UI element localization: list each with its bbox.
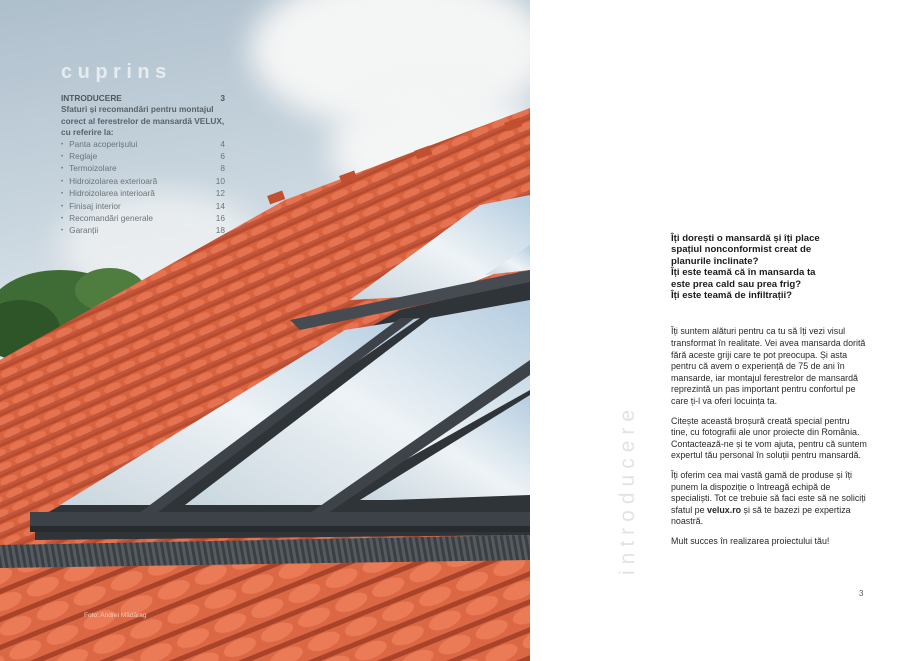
toc-item-page: 6 (220, 151, 225, 162)
lead-line: planurile înclinate? (671, 255, 759, 267)
toc-item-page: 14 (215, 200, 225, 211)
paragraph-4: Mult succes în realizarea proiectului tău! (671, 535, 830, 546)
toc-item[interactable] (61, 213, 225, 225)
lead-line: Îți este teamă că în mansarda ta (671, 267, 816, 279)
toc-item[interactable] (61, 201, 225, 213)
toc-title: cuprins (61, 61, 172, 83)
toc-entry-label: INTRODUCERE (61, 93, 122, 103)
toc-item-page: 10 (215, 175, 225, 186)
toc-item[interactable] (61, 139, 225, 151)
toc-entry-intro[interactable] (61, 93, 225, 104)
toc-item-page: 12 (215, 188, 225, 199)
intro-text (671, 233, 867, 556)
page-number: 3 (859, 589, 864, 598)
paragraph-2: Citește această broșură creată special pentru tine, cu fotografii ale unor proiecte din România. Contactează-ne și te vom ajuta, pentru că suntem expertul tău personal în soluții pentru mansardă. (671, 415, 867, 461)
toc-item-page: 8 (220, 163, 225, 174)
table-of-contents (61, 60, 225, 238)
lead-line: spațiul nonconformist creat de (671, 244, 812, 256)
paragraph-3-text: Îți oferim cea mai vastă gamă de produse și îți punem la dispoziție o întreagă echipă de specialiști. Tot ce trebuie să faci este să ne soliciți sfatul pe (671, 469, 866, 515)
toc-item-label: • Finisaj interior (61, 201, 121, 213)
section-label-vertical: introducere (616, 403, 639, 575)
toc-item-label: • Hidroizolarea interioară (61, 188, 155, 200)
toc-item[interactable] (61, 188, 225, 200)
paragraph-3-text-end: și să te bazezi pe expertiza noastră. (671, 504, 851, 527)
toc-list (61, 139, 225, 238)
foreground-tiles (0, 560, 530, 661)
toc-item[interactable] (61, 151, 225, 163)
photo-credit: Foto: Andrei Mădărag (84, 612, 147, 619)
toc-item[interactable] (61, 225, 225, 237)
toc-item-label: • Termoizolare (61, 163, 117, 175)
toc-item-label: • Garanții (61, 225, 98, 237)
paragraph-3 (671, 470, 867, 528)
lead-questions (671, 233, 867, 301)
intro-page (530, 0, 920, 661)
lead-line: este prea cald sau prea frig? (671, 278, 802, 290)
toc-item-page: 16 (215, 213, 225, 224)
toc-item-label: • Recomandări generale (61, 213, 153, 225)
toc-item-page: 4 (220, 138, 225, 149)
lead-line: Îți dorești o mansardă și îți place (671, 233, 820, 244)
toc-item-label: • Panta acoperișului (61, 139, 137, 151)
toc-item[interactable] (61, 163, 225, 175)
toc-description: Sfaturi și recomandări pentru montajul corect al ferestrelor de mansardă VELUX, cu referire la: (61, 104, 225, 138)
toc-entry-page: 3 (220, 93, 225, 103)
lead-line: Îți este teamă de infiltrații? (671, 290, 793, 302)
toc-item-page: 18 (215, 225, 225, 236)
toc-item-label: • Reglaje (61, 151, 97, 163)
toc-item[interactable] (61, 176, 225, 188)
velux-link[interactable]: velux.ro (707, 504, 742, 515)
toc-item-label: • Hidroizolarea exterioară (61, 176, 157, 188)
paragraph-1: Îți suntem alături pentru ca tu să îți vezi visul transformat în realitate. Vei avea mansarda dorită fără aceste griji care te pot preocupa. Și asta pentru că avem o experiență de 75 de ani în mansarde, iar montajul ferestrelor de mansardă reprezintă un pas important pentru confortul pe care ți-l va oferi locuința ta. (671, 326, 866, 406)
